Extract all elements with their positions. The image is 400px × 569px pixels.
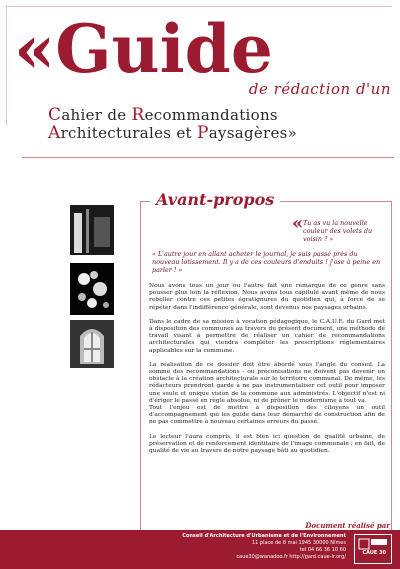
paragraph: Tout l'enjeu est de mettre à disposition des citoyens un outil d'accompagnement qui les guide dans leur démarche de construction afin de ne pas commettre à nouveau certaines erreurs du passé. xyxy=(149,405,385,426)
paragraph: La réalisation de ce dossier doit être abordé sous l'angle du conseil. La somme des recommandations - ou préconisations ne doivent pas devenir un obstacle à la création architecturale sur le territoire communal. De même, les rédacteurs prendront garde à ne pas instrumentaliser cet outil pour imposer une seule et unique vision de la commune aux administrés. L'objectif n'est ni d'ériger le passé en règle absolue, ni de prôner le modernisme à tout va. xyxy=(149,361,385,404)
document-heading xyxy=(48,106,393,142)
heading-line-1: Cahier de Recommandations xyxy=(48,105,278,125)
photo-building-facade xyxy=(70,205,114,255)
footer-contact xyxy=(86,533,346,561)
quote-neighbor-shutters: Tu as vu la nouvelle couleur des volets du voisin ? » xyxy=(303,219,373,243)
quote-newspaper: « L'autre jour en allant acheter le journal, je suis passé près du nouveau lotissement. Il y a de ces couleurs d'enduits ! j'ose à peine en parler ! » xyxy=(152,250,381,274)
footer-web[interactable]: caue30@wanadoo.fr http://gard.caue-lr.org/ xyxy=(236,554,346,560)
section-title: Avant-propos xyxy=(150,190,280,209)
photo-foliage xyxy=(70,263,114,315)
guide-word: «Guide xyxy=(14,14,273,84)
caue-logo-icon xyxy=(354,534,392,564)
body-text xyxy=(149,283,385,462)
footer-address: 11 place de 8 mai 1945 30000 Nîmes xyxy=(251,540,346,546)
subtitle: de rédaction d'un xyxy=(248,80,391,98)
header-divider xyxy=(22,157,394,158)
guide-title xyxy=(14,14,394,84)
paragraph: Dans le cadre de sa mission à vocation pédagogique, le C.A.U.E. du Gard met à disposition des communes au travers du présent document, une méthode de travail visant à permettre de réaliser un cahier de recommandations architecturales qui viendra compléter les prescriptions réglementaires applicables sur la commune. xyxy=(149,318,385,354)
paragraph: Nous avons tous un jour ou l'autre fait une remarque de ce genre sans pousser plus loin la réflexion. Nous avons tous capitulé avant même de nous rebeller contre ces petites égratignures du quotidien qui, à force de se répéter dans l'indifférence générale, sont devenus nos paysages urbains. xyxy=(149,283,385,311)
photo-window xyxy=(70,320,114,368)
paragraph: Le lecteur l'aura compris, il est bien ici question de qualité urbaine, de préservation et de renforcement identitaire de l'image communale ; en fait, de qualité de vie au travers de notre paysage bâti au quotidien. xyxy=(149,433,385,455)
footer-band xyxy=(0,530,400,569)
footer-org: Conseil d'Architecture d'Urbanisme et de l'Environnement xyxy=(182,533,346,539)
logo-label: CAUE 30 xyxy=(362,550,386,556)
heading-line-2: Architecturales et Paysagères» xyxy=(48,123,298,143)
credit-title: Document réalisé par xyxy=(305,521,390,530)
footer-tel: tel 04 66 36 10 60 xyxy=(299,547,346,553)
quote-mark-icon: « xyxy=(292,213,304,234)
